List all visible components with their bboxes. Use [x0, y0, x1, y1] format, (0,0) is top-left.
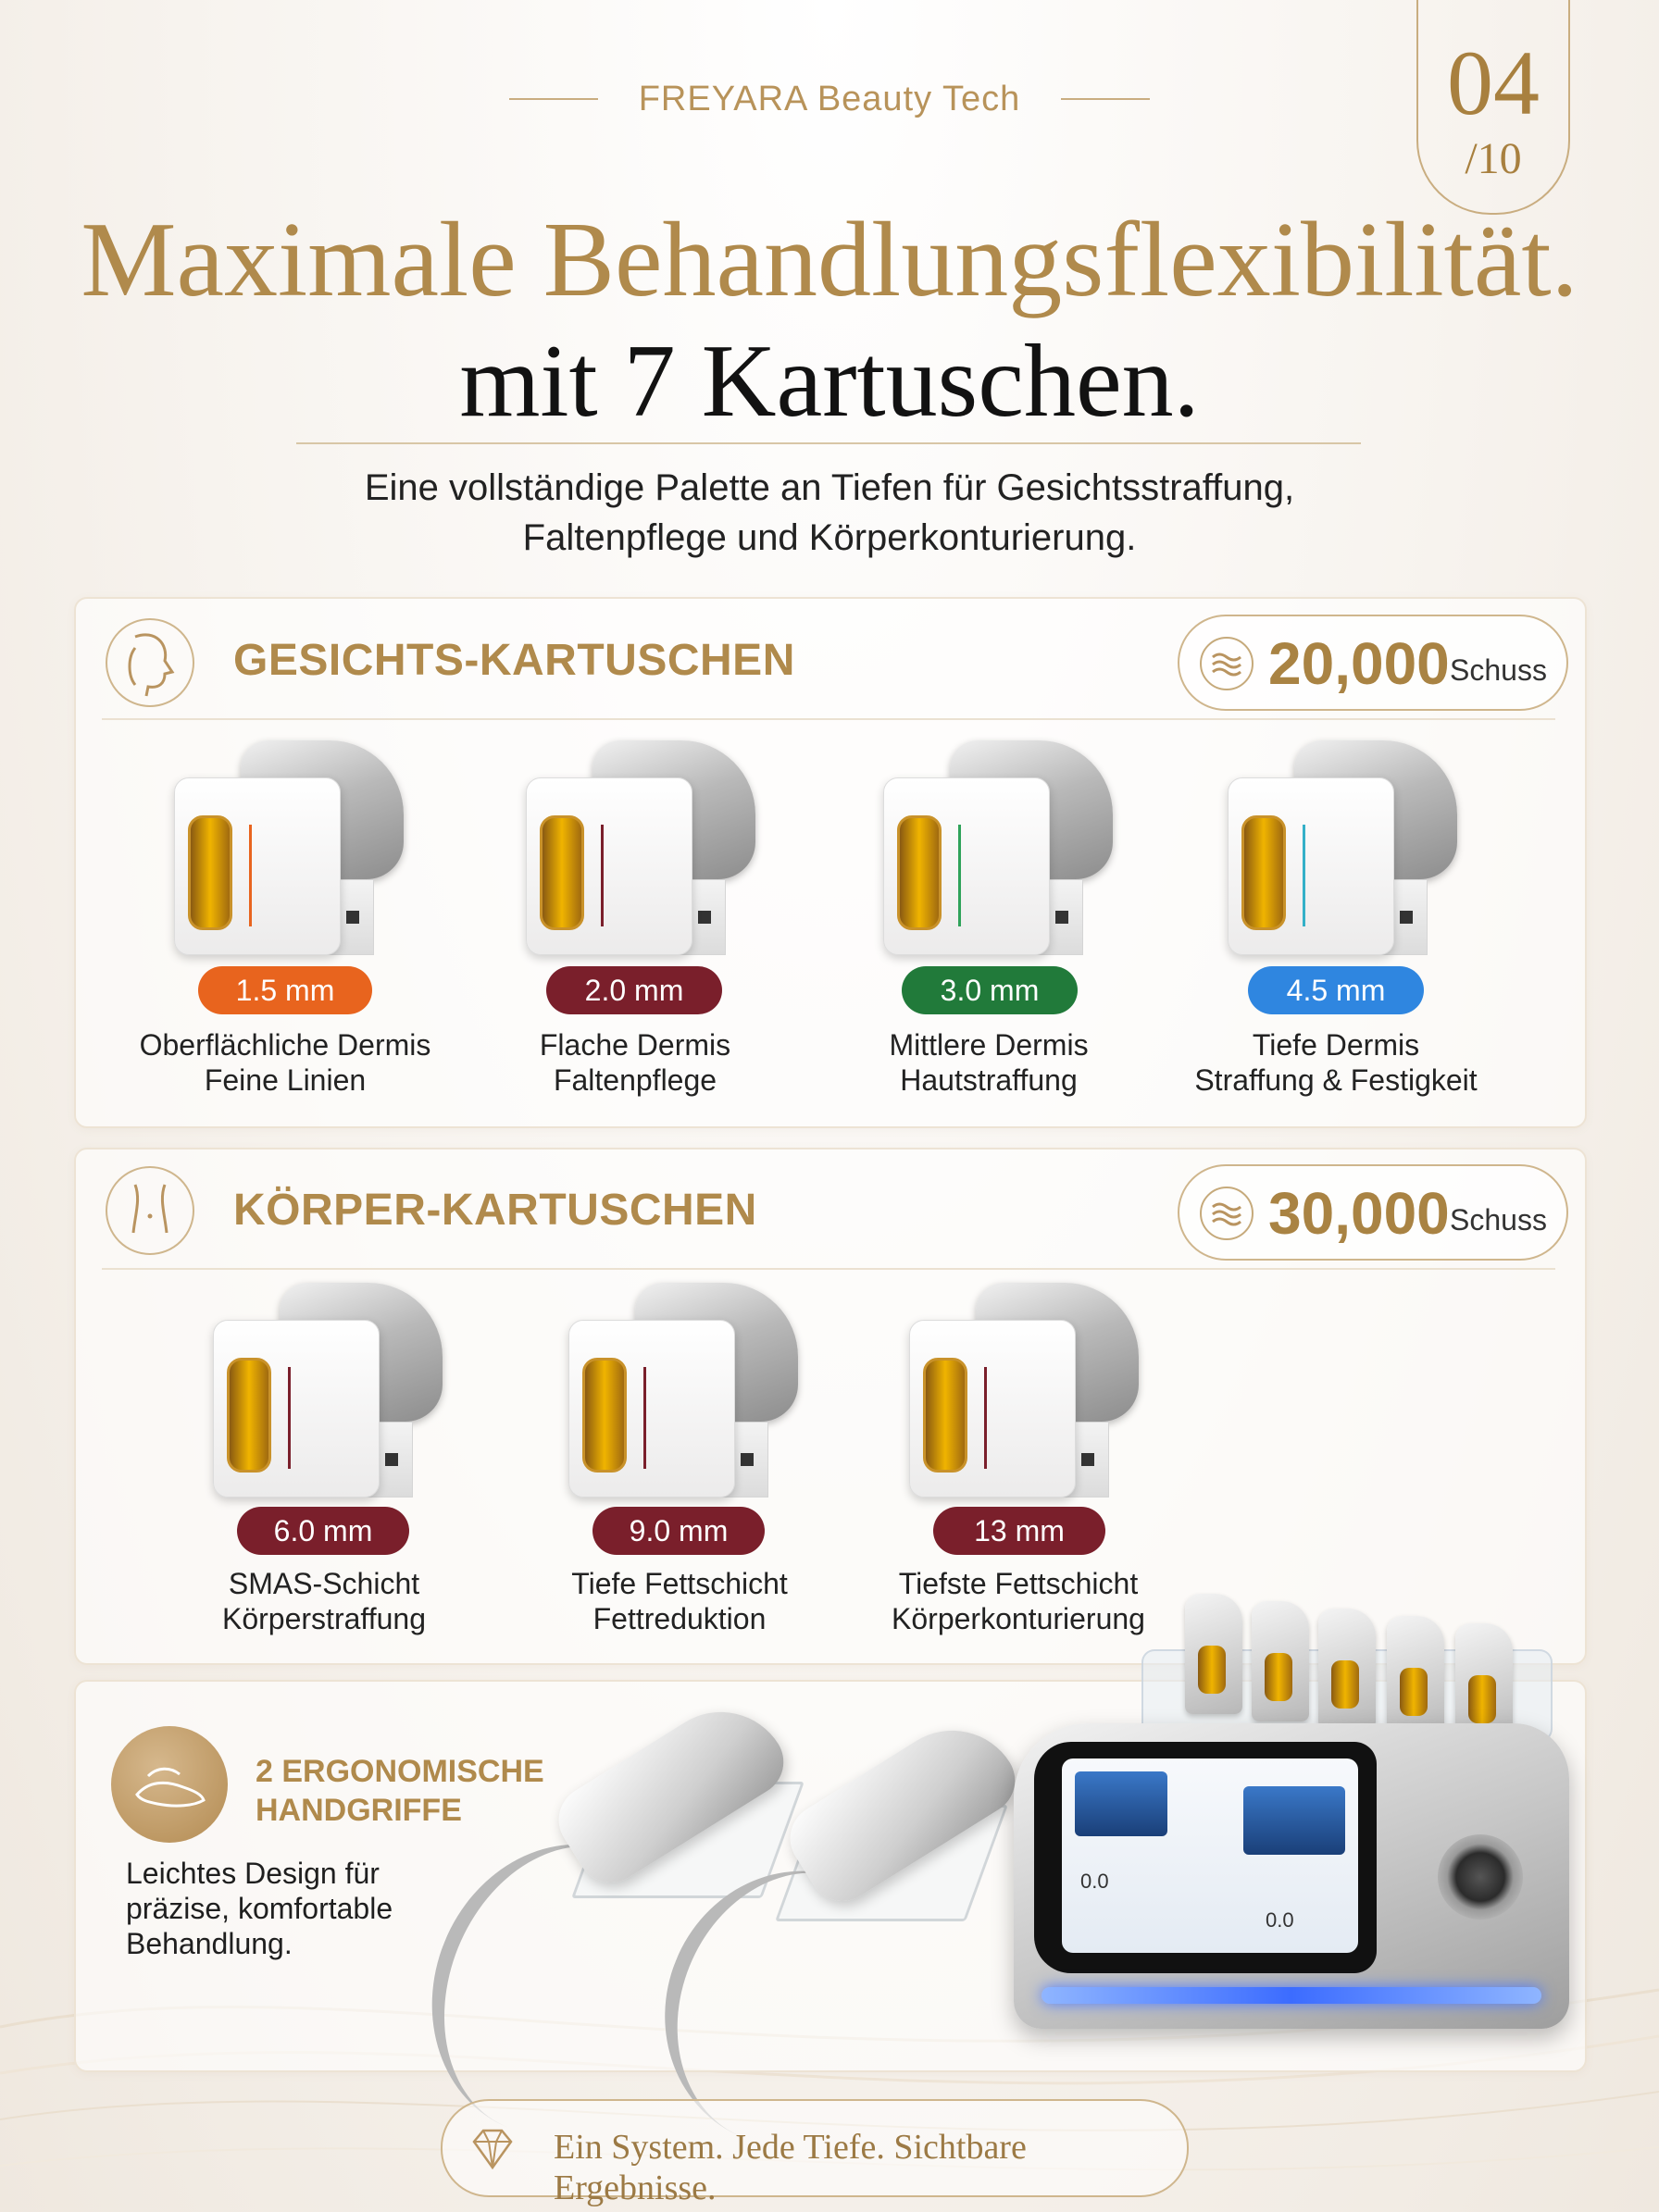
body-shots-badge [1178, 1164, 1568, 1261]
face-shots-count: 20,000 [1268, 630, 1450, 697]
cartridge-layer: Oberflächliche Dermis [139, 1028, 431, 1062]
brand-name: FREYARA Beauty Tech [638, 79, 1021, 118]
depth-label: 1.5 mm [235, 974, 335, 1007]
device-speaker [1438, 1834, 1523, 1920]
depth-label: 4.5 mm [1286, 974, 1386, 1007]
page-indicator [1416, 0, 1570, 215]
cartridge-description [804, 1027, 1174, 1098]
cartridge-image [874, 740, 1115, 963]
body-panel-divider [102, 1268, 1555, 1270]
rack-cartridge [1318, 1609, 1376, 1729]
cartridge-image [204, 1283, 444, 1505]
brand-divider-right [1061, 98, 1150, 100]
treatment-device [1014, 1723, 1569, 2029]
page-total: /10 [1465, 134, 1522, 183]
screen-value-right: 0.0 [1266, 1908, 1294, 1932]
handles-title [256, 1752, 544, 1830]
face-section-title: GESICHTS-KARTUSCHEN [233, 636, 795, 685]
waves-icon [1200, 637, 1254, 690]
cartridge-image [559, 1283, 800, 1505]
waves-icon [1200, 1187, 1254, 1240]
handles-desc-line1: Leichtes Design für [126, 1857, 380, 1890]
cartridge-purpose: Körperstraffung [222, 1602, 426, 1635]
cartridge-layer: SMAS-Schicht [228, 1567, 420, 1600]
cartridge-purpose: Straffung & Festigkeit [1194, 1063, 1478, 1097]
depth-label: 6.0 mm [273, 1514, 373, 1547]
cartridge-description [833, 1566, 1204, 1636]
cartridge-image [165, 740, 405, 963]
body-section-title: KÖRPER-KARTUSCHEN [233, 1186, 757, 1235]
depth-label: 13 mm [974, 1514, 1065, 1547]
cartridge-purpose: Fettreduktion [592, 1602, 767, 1635]
cartridge-layer: Mittlere Dermis [889, 1028, 1089, 1062]
screen-tile [1243, 1786, 1345, 1855]
diamond-icon [467, 2123, 518, 2175]
screen-value-left: 0.0 [1080, 1870, 1109, 1893]
body-torso-icon [106, 1166, 194, 1255]
subtitle [0, 463, 1659, 563]
handles-title-line1: 2 ERGONOMISCHE [256, 1754, 544, 1789]
handles-desc-line2: präzise, komfortable [126, 1892, 393, 1925]
page-number: 04 [1447, 31, 1540, 134]
screen-tile [1075, 1771, 1167, 1836]
body-shots-unit: Schuss [1450, 1203, 1547, 1236]
cartridge-purpose: Feine Linien [204, 1063, 367, 1097]
headline-divider [296, 442, 1361, 444]
depth-badge [902, 966, 1078, 1014]
depth-badge [592, 1507, 765, 1555]
depth-badge [933, 1507, 1105, 1555]
footer-tagline [441, 2099, 1189, 2207]
cartridge-description [139, 1566, 509, 1636]
cartridge-image [517, 740, 757, 963]
rack-cartridge [1185, 1594, 1242, 1714]
cartridge-description [450, 1027, 820, 1098]
cartridge-description [1151, 1027, 1521, 1098]
cartridge-description [100, 1027, 470, 1098]
depth-badge [546, 966, 722, 1014]
cartridge-purpose: Hautstraffung [900, 1063, 1078, 1097]
face-panel-divider [102, 718, 1555, 720]
brand-row [0, 76, 1659, 122]
depth-label: 9.0 mm [629, 1514, 729, 1547]
cartridge-purpose: Faltenpflege [553, 1063, 717, 1097]
cartridge-image [900, 1283, 1141, 1505]
device-screen-frame [1034, 1742, 1377, 1973]
cartridge-layer: Flache Dermis [539, 1028, 731, 1062]
handles-description [126, 1856, 393, 1961]
cartridge-layer: Tiefe Fettschicht [571, 1567, 788, 1600]
headline-line1: Maximale Behandlungsflexibilität. [81, 201, 1578, 319]
subtitle-line2: Faltenpflege und Körperkonturierung. [522, 517, 1137, 558]
depth-badge [198, 966, 372, 1014]
rack-cartridge [1387, 1616, 1444, 1736]
cartridge-image [1218, 740, 1459, 963]
brand-divider-left [509, 98, 598, 100]
face-profile-icon [106, 618, 194, 707]
device-light-strip [1042, 1987, 1541, 2004]
depth-badge [1248, 966, 1424, 1014]
rack-cartridge [1252, 1601, 1309, 1721]
headline-line2: mit 7 Kartuschen. [459, 324, 1200, 439]
hand-icon [111, 1726, 228, 1843]
handles-desc-line3: Behandlung. [126, 1927, 293, 1960]
depth-badge [237, 1507, 409, 1555]
cartridge-purpose: Körperkonturierung [892, 1602, 1145, 1635]
subtitle-line1: Eine vollständige Palette an Tiefen für Gesichtsstraffung, [364, 467, 1295, 508]
device-screen [1062, 1758, 1358, 1953]
cartridge-layer: Tiefe Dermis [1252, 1028, 1420, 1062]
face-shots-unit: Schuss [1450, 653, 1547, 687]
cartridge-layer: Tiefste Fettschicht [898, 1567, 1139, 1600]
body-shots-count: 30,000 [1268, 1180, 1450, 1247]
depth-label: 2.0 mm [584, 974, 684, 1007]
handles-title-line2: HANDGRIFFE [256, 1793, 462, 1828]
face-shots-badge [1178, 615, 1568, 711]
footer-text: Ein System. Jede Tiefe. Sichtbare Ergebnisse. [554, 2128, 1027, 2207]
cartridge-description [494, 1566, 865, 1636]
depth-label: 3.0 mm [940, 974, 1040, 1007]
